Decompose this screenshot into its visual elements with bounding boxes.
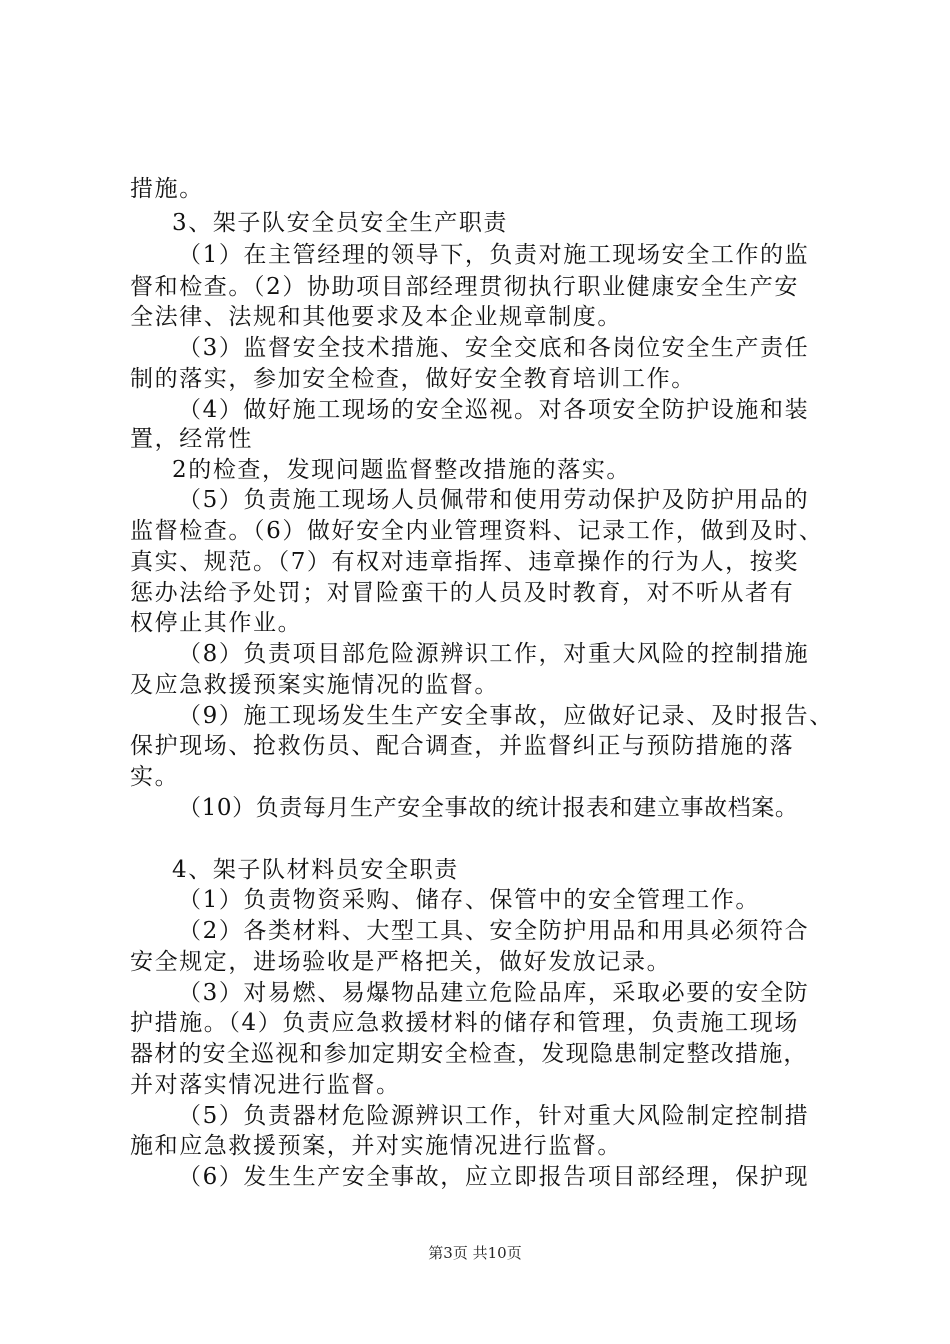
text-line: （6）发生生产安全事故，应立即报告项目部经理，保护现 [178,1164,810,1190]
text-line: （1）负责物资采购、储存、保管中的安全管理工作。 [178,887,761,913]
page-number-footer: 第3页 共10页 [428,1244,522,1262]
text-line: 置，经常性 [130,426,253,452]
text-line: （3）监督安全技术措施、安全交底和各岗位安全生产责任 [178,335,810,361]
text-line: （2）各类材料、大型工具、安全防护用品和用具必须符合 [178,918,810,944]
text-line: （3）对易燃、易爆物品建立危险品库，采取必要的安全防 [178,980,810,1006]
text-line: 施和应急救援预案，并对实施情况进行监督。 [130,1133,622,1159]
text-line: 督和检查。（2）协助项目部经理贯彻执行职业健康安全生产安 [130,274,799,300]
text-line: 措施。 [130,176,204,202]
text-line: 权停止其作业。 [130,610,303,636]
text-line: （10）负责每月生产安全事故的统计报表和建立事故档案。 [178,795,799,821]
text-line: 护措施。（4）负责应急救援材料的储存和管理，负责施工现场 [130,1010,799,1036]
text-line: 安全规定，进场验收是严格把关，做好发放记录。 [130,949,672,975]
section-heading: 4、架子队材料员安全职责 [172,857,459,883]
text-line: 制的落实，参加安全检查，做好安全教育培训工作。 [130,366,696,392]
text-line: 全法律、法规和其他要求及本企业规章制度。 [130,304,622,330]
text-line: 真实、规范。（7）有权对违章指挥、违章操作的行为人，按奖 [130,549,799,575]
text-line: （8）负责项目部危险源辨识工作，对重大风险的控制措施 [178,641,810,667]
text-line: 惩办法给予处罚；对冒险蛮干的人员及时教育，对不听从者有 [130,580,795,606]
text-line: （5）负责器材危险源辨识工作，针对重大风险制定控制措 [178,1103,810,1129]
text-line: 2的检查，发现问题监督整改措施的落实。 [172,457,632,483]
text-line: 监督检查。（6）做好安全内业管理资料、记录工作，做到及时、 [130,518,824,544]
text-line: 并对落实情况进行监督。 [130,1072,401,1098]
text-line: （9）施工现场发生生产安全事故，应做好记录、及时报告、 [178,703,834,729]
text-line: （1）在主管经理的领导下，负责对施工现场安全工作的监 [178,242,810,268]
section-heading: 3、架子队安全员安全生产职责 [172,210,509,236]
text-line: （4）做好施工现场的安全巡视。对各项安全防护设施和装 [178,397,810,423]
text-line: 器材的安全巡视和参加定期安全检查，发现隐患制定整改措施， [130,1041,808,1067]
text-line: 实。 [130,764,180,790]
text-line: （5）负责施工现场人员佩带和使用劳动保护及防护用品的 [178,487,810,513]
text-line: 及应急救援预案实施情况的监督。 [130,672,499,698]
text-line: 保护现场、抢救伤员、配合调查，并监督纠正与预防措施的落 [130,733,795,759]
